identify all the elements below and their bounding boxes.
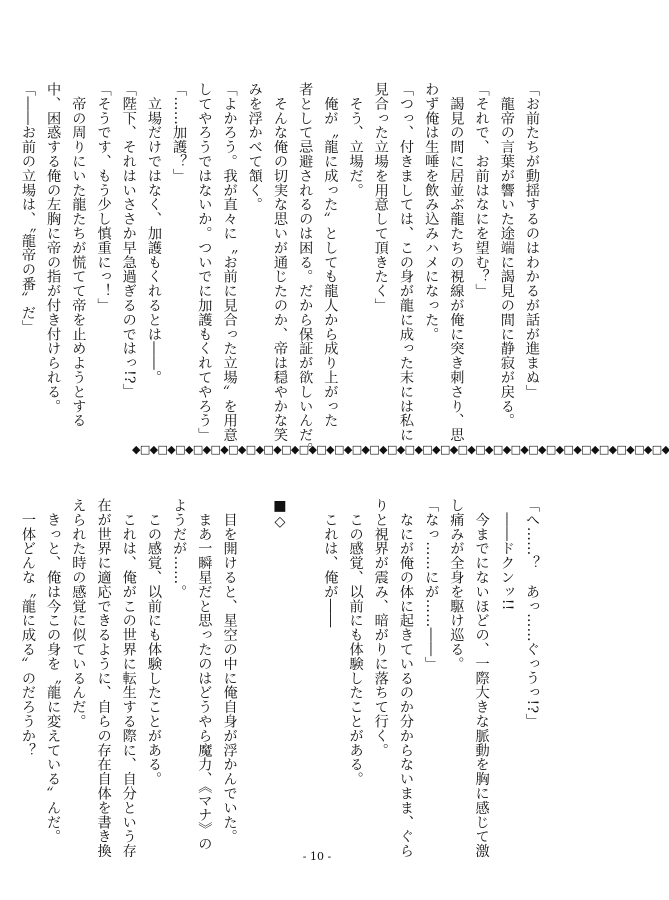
- text-line: この感覚、以前にも体験したことがある。: [347, 498, 364, 786]
- text-line: 「お前たちが動揺するのはわかるが話が進まぬ」: [524, 82, 540, 399]
- text-line: なにが俺の体に起きているのか分からないまま、ぐら: [397, 498, 414, 858]
- text-line: 一体どんな〝龍に成る〟のだろうか？: [19, 498, 36, 758]
- text-line: 「……加護？」: [171, 82, 188, 183]
- blank-line: [292, 498, 317, 816]
- text-line: きっと、俺は今この身を〝龍に変えている〟んだ。: [45, 498, 62, 844]
- text-line: ――ドクンッ!!: [498, 498, 515, 611]
- text-line: まあ一瞬星だと思ったのはどうやら魔力、《マナ》の: [196, 498, 213, 851]
- text-line: 見合った立場を用意して頂きたく」: [372, 82, 389, 313]
- page-number: - 10 -: [302, 850, 332, 863]
- text-line: 立場だけではなく、加護もくれるとは――。: [145, 82, 162, 385]
- text-line: 「なっ……にが……――」: [423, 498, 440, 671]
- text-line: 「よかろう。我が直々に〝お前に見合った立場〟を用意: [221, 82, 238, 442]
- text-line: 「――お前の立場は、〝龍帝の番〟だ」: [19, 82, 36, 335]
- text-line: 者として忌避されるのは困る。だから保証が欲しいんだ。: [297, 82, 314, 457]
- text-line: 「つっ、付きましては、この身が龍に成った末には私に: [397, 82, 414, 442]
- text-line: 俺が〝龍に成った〟としても龍人から成り上がった: [322, 82, 339, 428]
- text-line: 「へ……？ あっ……ぐっうっ!?」: [524, 498, 540, 728]
- text-line: わず俺は生唾を飲み込みハメになった。: [423, 82, 440, 342]
- text-line: し痛みが全身を駆け巡る。: [448, 498, 465, 671]
- text-line: そう、立場だ。: [347, 82, 364, 198]
- scene-marker: ■◇: [271, 498, 288, 531]
- text-line: してやろうではないか。ついでに加護もくれてやろう」: [196, 82, 213, 442]
- text-line: そんな俺の切実な思いが通じたのか、帝は穏やかな笑: [271, 82, 288, 442]
- text-line: えられた時の感覚に似ているんだ。: [70, 498, 87, 729]
- text-line: 目を開けると、星空の中に俺自身が浮かんでいた。: [221, 498, 238, 844]
- text-line: この感覚、以前にも体験したことがある。: [145, 498, 162, 786]
- section-divider: ◆□◆□◆□◆□◆□◆□◆□◆□◆□◆□◆□◆□◆□◆□◆□◆□◆□◆□◆□◆□◆□◆□◆□◆□◆□◆□◆□◆□◆□◆□◆: [132, 443, 669, 456]
- text-line: 今までにないほどの、一際大きな脈動を胸に感じて激: [473, 498, 490, 858]
- text-line: 謁見の間に居並ぶ龍たちの視線が俺に突き刺さり、思: [448, 82, 465, 442]
- text-line: 「陛下、それはいささか早急過ぎるのではっ!?」: [120, 82, 137, 399]
- text-line: 龍帝の言葉が響いた途端に謁見の間に静寂が戻る。: [498, 82, 515, 428]
- text-line: 「それで、お前はなにを望む？」: [473, 82, 490, 298]
- text-line: 中、困惑する俺の左胸に帝の指が付き付けられる。: [45, 82, 62, 414]
- text-line: ようだが……。: [171, 498, 188, 599]
- text-line: 「そうです、もう少し慎重にっ！」: [95, 82, 112, 313]
- text-line: みを浮かべて頷く。: [246, 82, 263, 212]
- text-line: これは、俺がこの世界に転生する際に、自分という存: [120, 498, 137, 858]
- text-line: これは、俺が――: [322, 498, 339, 628]
- blank-line: [242, 498, 267, 816]
- text-line: 在が世界に適応できるように、自らの存在自体を書き換: [95, 498, 112, 858]
- text-line: りと視界が震み、暗がりに落ちて行く。: [372, 498, 389, 758]
- text-line: 帝の周りにいた龍たちが慌てて帝を止めようとする: [70, 82, 87, 428]
- upper-text-block: [15, 82, 544, 457]
